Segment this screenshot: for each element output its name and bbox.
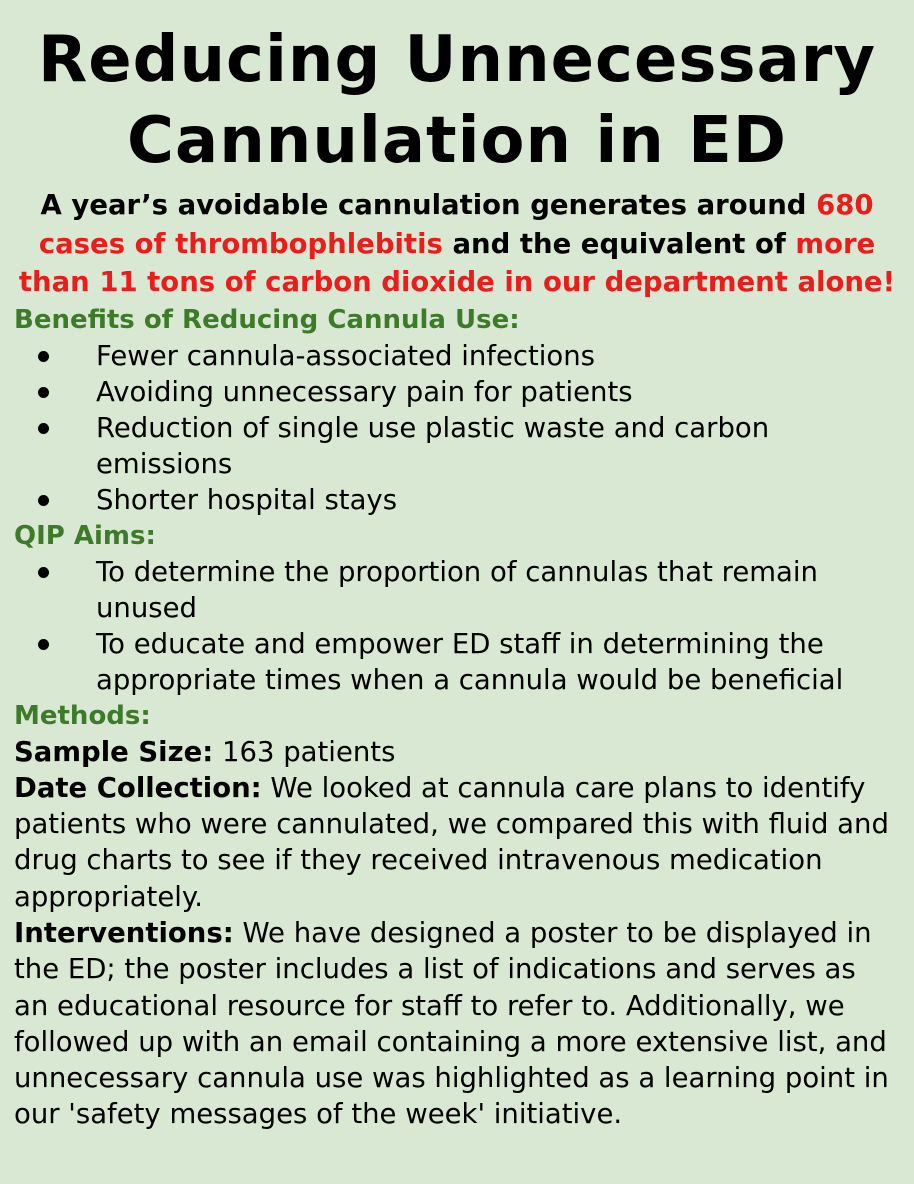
intro-part-1: A year’s avoidable cannulation generates around [40, 189, 817, 221]
benefit-item: Fewer cannula-associated infections [96, 338, 904, 374]
intro-part-2: and the equivalent of [442, 227, 796, 260]
bullet-dot-icon [38, 567, 49, 578]
title-line-1: Reducing Unnecessary [37, 23, 877, 97]
aim-item: To educate and empower ED staff in determining the appropriate times when a cannula would be beneficial [96, 626, 904, 698]
aims-heading: QIP Aims: [14, 520, 156, 551]
aim-item: To determine the proportion of cannulas that remain unused [96, 554, 904, 626]
bullet-dot-icon [38, 387, 49, 398]
interventions-label: Interventions: [14, 916, 234, 949]
sample-size-label: Sample Size: [14, 735, 214, 768]
bullet-dot-icon [38, 639, 49, 650]
title-line-2: Cannulation in ED [127, 104, 787, 178]
sample-size [0, 734, 914, 770]
bullet-dot-icon [38, 351, 49, 362]
interventions [0, 915, 914, 1133]
aims-list [0, 554, 914, 698]
intro-highlight-carbon: more than 11 tons of carbon dioxide in our department alone! [18, 227, 896, 298]
benefits-heading: Benefits of Reducing Cannula Use: [14, 304, 520, 335]
benefit-item: Reduction of single use plastic waste and carbon emissions [96, 410, 904, 482]
intro-highlight-thrombophlebitis: 680 cases of thrombophlebitis [38, 189, 874, 260]
bullet-dot-icon [38, 495, 49, 506]
poster-title [0, 0, 914, 182]
intro-statement [18, 186, 896, 302]
data-collection-label: Date Collection: [14, 771, 262, 804]
bullet-dot-icon [38, 423, 49, 434]
data-collection-text: We looked at cannula care plans to identify patients who were cannulated, we compared this with fluid and drug charts to see if they received intravenous medication appropriately. [14, 771, 889, 913]
interventions-text: We have designed a poster to be displayed in the ED; the poster includes a list of indications and serves as an educational resource for staff to refer to. Additionally, we followed up with an email containing a more extensive list, and unnecessary cannula use was highlighted as a learning point in our 'safety messages of the week' initiative. [14, 916, 889, 1131]
sample-size-value: 163 patients [213, 735, 396, 768]
benefit-item: Avoiding unnecessary pain for patients [96, 374, 904, 410]
benefits-list [0, 338, 914, 518]
benefit-item: Shorter hospital stays [96, 482, 904, 518]
data-collection [0, 770, 914, 915]
methods-heading: Methods: [14, 700, 151, 731]
